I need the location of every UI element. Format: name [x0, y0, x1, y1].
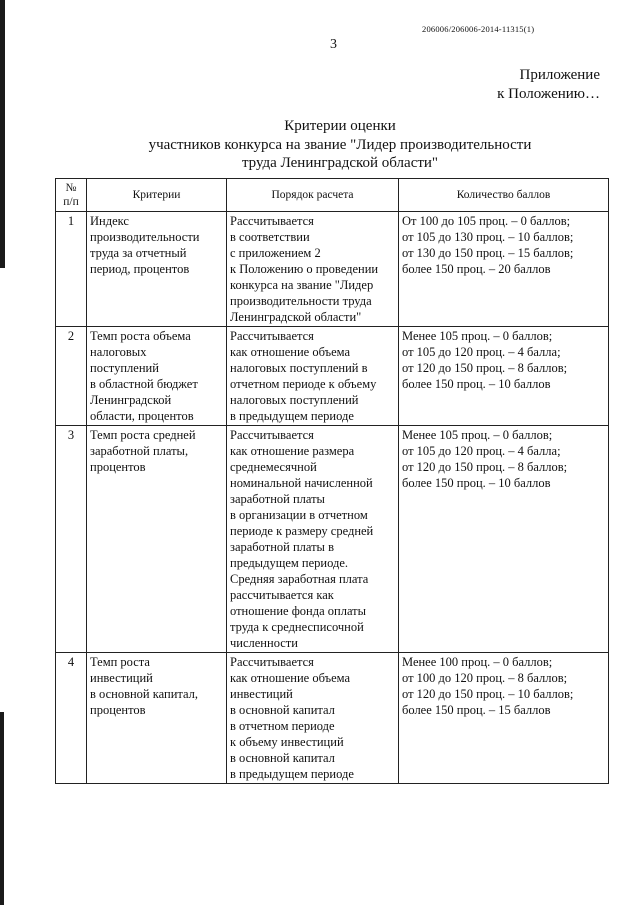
criteria-cell-line: производительности: [90, 230, 200, 244]
points-cell-line: Менее 100 проц. – 0 баллов;: [402, 655, 553, 669]
criteria-cell: [87, 327, 227, 426]
calc-cell: [227, 426, 399, 653]
criteria-cell-line: Индекс: [90, 214, 129, 228]
header-number: [56, 179, 87, 212]
document-title: [120, 117, 560, 173]
criteria-cell-line: Темп роста средней: [90, 428, 196, 442]
criteria-cell: [87, 212, 227, 327]
criteria-cell-line: поступлений: [90, 361, 159, 375]
calc-cell: [227, 653, 399, 784]
points-cell-line: Менее 105 проц. – 0 баллов;: [402, 428, 553, 442]
appendix-note: [497, 66, 600, 104]
points-cell-line: от 130 до 150 проц. – 15 баллов;: [402, 246, 574, 260]
calc-cell-line: в основной капитал: [230, 703, 335, 717]
calc-cell-line: инвестиций: [230, 687, 293, 701]
title-line: труда Ленинградской области": [241, 155, 439, 171]
title-line: Критерии оценки: [284, 118, 396, 134]
calc-cell-line: налоговых поступлений в: [230, 361, 368, 375]
points-cell-line: от 105 до 120 проц. – 4 балла;: [402, 345, 561, 359]
criteria-cell-line: в основной капитал,: [90, 687, 199, 701]
points-cell-line: от 105 до 120 проц. – 4 балла;: [402, 444, 561, 458]
header-calc: Порядок расчета: [227, 179, 399, 212]
points-cell-line: Менее 105 проц. – 0 баллов;: [402, 329, 553, 343]
calc-cell-line: Рассчитывается: [230, 655, 314, 669]
scan-edge-mark: [0, 0, 5, 268]
calc-cell-line: Рассчитывается: [230, 329, 314, 343]
criteria-cell-line: Ленинградской: [90, 393, 172, 407]
criteria-cell-line: в областной бюджет: [90, 377, 198, 391]
header-number-line: №: [65, 182, 77, 194]
criteria-cell-line: процентов: [90, 460, 146, 474]
document-id: 206006/206006-2014-11315(1): [422, 24, 535, 34]
table-row: [56, 327, 609, 426]
calc-cell-line: Ленинградской области": [230, 310, 362, 324]
criteria-cell-line: налоговых: [90, 345, 147, 359]
calc-cell-line: Рассчитывается: [230, 428, 314, 442]
points-cell-line: более 150 проц. – 10 баллов: [402, 476, 551, 490]
calc-cell-line: в организации в отчетном: [230, 508, 368, 522]
calc-cell-line: заработной платы в: [230, 540, 334, 554]
criteria-cell-line: заработной платы,: [90, 444, 189, 458]
table-header-row: [56, 179, 609, 212]
criteria-cell-line: области, процентов: [90, 409, 194, 423]
calc-cell-line: как отношение объема: [230, 345, 351, 359]
criteria-cell: [87, 653, 227, 784]
calc-cell-line: численности: [230, 636, 298, 650]
points-cell-line: более 150 проц. – 10 баллов: [402, 377, 551, 391]
points-cell: [399, 212, 609, 327]
calc-cell-line: в основной капитал: [230, 751, 335, 765]
appendix-line: Приложение: [519, 67, 600, 83]
header-criteria: Критерии: [87, 179, 227, 212]
row-number: 1: [56, 212, 87, 327]
calc-cell-line: в предыдущем периоде: [230, 409, 354, 423]
calc-cell-line: отношение фонда оплаты: [230, 604, 367, 618]
appendix-line: к Положению…: [497, 86, 600, 102]
calc-cell-line: в соответствии: [230, 230, 310, 244]
calc-cell-line: Рассчитывается: [230, 214, 314, 228]
calc-cell-line: заработной платы: [230, 492, 325, 506]
calc-cell-line: в предыдущем периоде: [230, 767, 354, 781]
points-cell: [399, 426, 609, 653]
calc-cell-line: периоде к размеру средней: [230, 524, 374, 538]
points-cell-line: от 120 до 150 проц. – 10 баллов;: [402, 687, 574, 701]
table-row: [56, 212, 609, 327]
criteria-cell-line: Темп роста: [90, 655, 150, 669]
points-cell: [399, 653, 609, 784]
calc-cell-line: в отчетном периоде: [230, 719, 335, 733]
criteria-cell-line: процентов: [90, 703, 146, 717]
title-line: участников конкурса на звание "Лидер производительности: [148, 136, 532, 153]
calc-cell: [227, 212, 399, 327]
calc-cell-line: отчетном периоде к объему: [230, 377, 377, 391]
points-cell: [399, 327, 609, 426]
header-number-line: п/п: [63, 196, 79, 208]
criteria-cell-line: инвестиций: [90, 671, 153, 685]
points-cell-line: более 150 проц. – 15 баллов: [402, 703, 551, 717]
calc-cell-line: к Положению о проведении: [230, 262, 379, 276]
calc-cell-line: производительности труда: [230, 294, 372, 308]
criteria-cell: [87, 426, 227, 653]
row-number: 3: [56, 426, 87, 653]
points-cell-line: от 120 до 150 проц. – 8 баллов;: [402, 460, 568, 474]
points-cell-line: от 105 до 130 проц. – 10 баллов;: [402, 230, 574, 244]
table-row: [56, 426, 609, 653]
points-cell-line: от 120 до 150 проц. – 8 баллов;: [402, 361, 568, 375]
calc-cell-line: налоговых поступлений: [230, 393, 359, 407]
calc-cell-line: предыдущем периоде.: [230, 556, 348, 570]
criteria-cell-line: Темп роста объема: [90, 329, 191, 343]
calc-cell-line: с приложением 2: [230, 246, 321, 260]
calc-cell-line: как отношение объема: [230, 671, 351, 685]
header-points: Количество баллов: [399, 179, 609, 212]
calc-cell: [227, 327, 399, 426]
points-cell-line: более 150 проц. – 20 баллов: [402, 262, 551, 276]
calc-cell-line: номинальной начисленной: [230, 476, 373, 490]
row-number: 4: [56, 653, 87, 784]
page-number: 3: [330, 37, 337, 52]
scan-edge-mark: [0, 712, 4, 905]
calc-cell-line: среднемесячной: [230, 460, 317, 474]
criteria-cell-line: период, процентов: [90, 262, 190, 276]
criteria-table: [55, 178, 609, 784]
criteria-cell-line: труда за отчетный: [90, 246, 187, 260]
points-cell-line: От 100 до 105 проц. – 0 баллов;: [402, 214, 571, 228]
points-cell-line: от 100 до 120 проц. – 8 баллов;: [402, 671, 568, 685]
calc-cell-line: как отношение размера: [230, 444, 355, 458]
row-number: 2: [56, 327, 87, 426]
calc-cell-line: к объему инвестиций: [230, 735, 344, 749]
table-row: [56, 653, 609, 784]
calc-cell-line: труда к среднесписочной: [230, 620, 364, 634]
calc-cell-line: Средняя заработная плата: [230, 572, 369, 586]
calc-cell-line: рассчитывается как: [230, 588, 334, 602]
calc-cell-line: конкурса на звание "Лидер: [230, 278, 374, 292]
